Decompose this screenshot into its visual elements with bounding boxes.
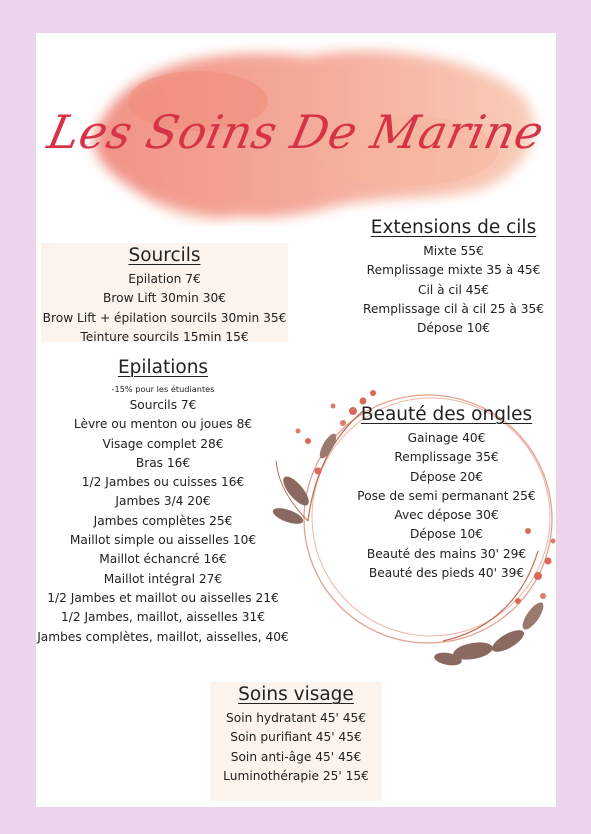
- ongles-section: [352, 402, 541, 583]
- list-item: Jambes complètes 25€: [93, 513, 233, 528]
- visage-heading: Soins visage: [238, 684, 354, 705]
- epilations-heading: Epilations: [117, 357, 209, 378]
- list-item: Jambes complètes, maillot, aisselles, 40€: [37, 629, 289, 644]
- list-item: Beauté des pieds 40' 39€: [368, 566, 525, 581]
- list-item: Maillot intégral 27€: [103, 571, 223, 586]
- list-item: Gainage 40€: [407, 431, 486, 445]
- list-item: Soin anti-âge 45' 45€: [230, 749, 362, 764]
- list-item: Soin purifiant 45' 45€: [230, 730, 362, 745]
- brand-title: Les Soins De Marine: [43, 105, 549, 159]
- sourcils-heading: Sourcils: [128, 245, 201, 266]
- list-item: Remplissage 35€: [394, 450, 499, 465]
- list-item: 1/2 Jambes et maillot ou aisselles 21€: [47, 590, 279, 605]
- list-item: Visage complet 28€: [102, 436, 224, 451]
- list-item: Remplissage mixte 35 à 45€: [366, 263, 541, 278]
- list-item: Lèvre ou menton ou joues 8€: [73, 417, 253, 432]
- list-item: Remplissage cil à cil 25 à 35€: [362, 301, 545, 316]
- list-item: Epilation 7€: [128, 272, 201, 286]
- list-item: Dépose 10€: [409, 527, 484, 542]
- list-item: Luminothérapie 25' 15€: [223, 768, 369, 783]
- list-item: Soin hydratant 45' 45€: [226, 711, 366, 725]
- list-item: Beauté des mains 30' 29€: [366, 546, 527, 561]
- sourcils-section: [41, 243, 288, 342]
- list-item: Pose de semi permanant 25€: [357, 488, 536, 503]
- menu-page: [36, 33, 556, 807]
- list-item: Maillot simple ou aisselles 10€: [69, 533, 257, 548]
- list-item: Bras 16€: [135, 455, 191, 470]
- extensions-section: [354, 215, 553, 338]
- visage-section: [210, 682, 382, 801]
- epilations-section: [36, 355, 290, 647]
- list-item: Jambes 3/4 20€: [115, 494, 211, 509]
- list-item: Teinture sourcils 15min 15€: [80, 329, 249, 344]
- list-item: 1/2 Jambes, maillot, aisselles 31€: [60, 610, 266, 625]
- list-item: Dépose 20€: [409, 469, 484, 484]
- list-item: Cil à cil 45€: [417, 282, 490, 297]
- list-item: Brow Lift + épilation sourcils 30min 35€: [42, 310, 287, 325]
- list-item: Sourcils 7€: [129, 398, 197, 412]
- list-item: Dépose 10€: [416, 321, 491, 336]
- extensions-heading: Extensions de cils: [370, 217, 537, 238]
- list-item: Mixte 55€: [423, 244, 484, 258]
- list-item: Maillot échancré 16€: [99, 552, 227, 567]
- student-discount-note: -15% pour les étudiantes: [111, 384, 215, 394]
- ongles-heading: Beauté des ongles: [360, 404, 533, 425]
- list-item: Avec dépose 30€: [394, 508, 499, 523]
- list-item: Brow Lift 30min 30€: [103, 291, 226, 306]
- list-item: 1/2 Jambes ou cuisses 16€: [81, 475, 245, 490]
